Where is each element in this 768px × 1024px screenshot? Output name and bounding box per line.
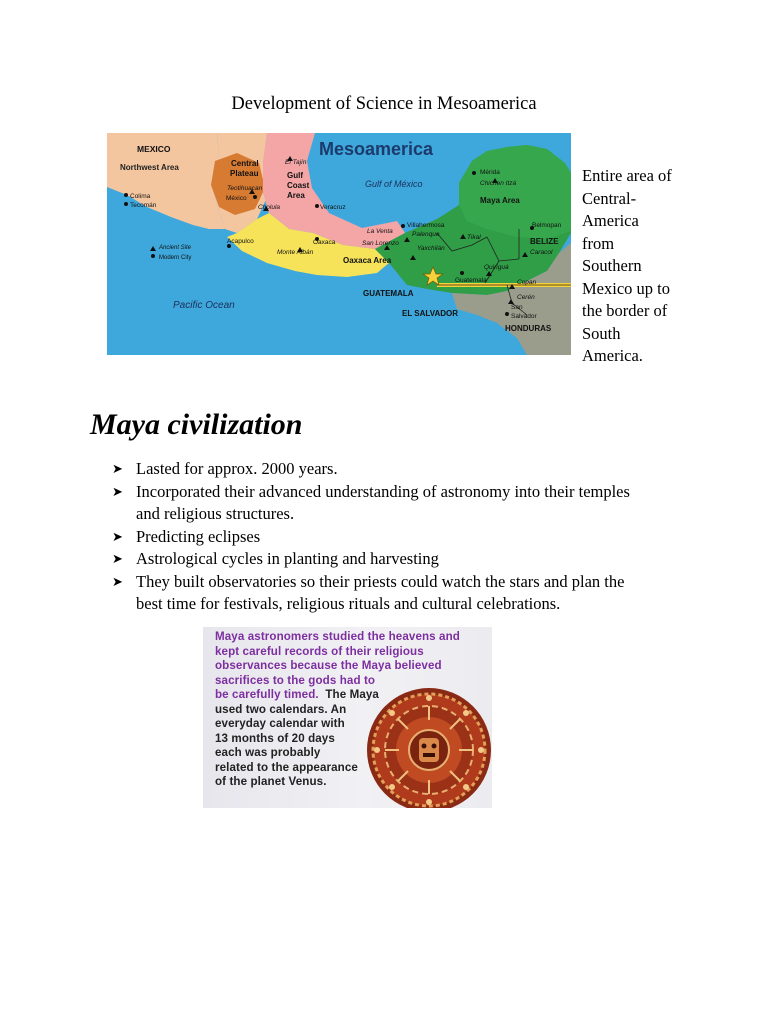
map-site-yaxchilan: Yaxchilán	[417, 245, 445, 252]
map-site-san-salvador-2: Salvador	[511, 313, 537, 320]
info-line-dark-part: The Maya	[318, 688, 379, 701]
arrow-bullet-icon: ➤	[112, 461, 123, 476]
info-line: related to the appearance	[215, 760, 358, 774]
side-note-line: Southern	[582, 256, 642, 275]
arrow-bullet-icon: ➤	[112, 573, 123, 589]
map-site-tikal: Tikal	[467, 234, 481, 241]
map-legend-ancient-site: Ancient Site	[159, 245, 192, 251]
info-line: each was probably	[215, 746, 321, 759]
map-site-villahermosa: Villahermosa	[407, 222, 445, 229]
info-line: used two calendars. An	[215, 702, 347, 716]
info-line-purple-part: be carefully timed.	[215, 688, 319, 701]
map-label-oaxaca-area: Oaxaca Area	[343, 256, 392, 265]
map-site-la-venta: La Venta	[367, 228, 393, 235]
bullet-text: best time for festivals, religious rituals and cultural celebrations.	[136, 594, 561, 613]
page-title: Development of Science in Mesoamerica	[231, 94, 537, 114]
list-item	[112, 548, 672, 571]
side-note-line: from	[582, 233, 615, 253]
map-site-merida: Mérida	[480, 169, 500, 176]
map-site-cholula: Cholula	[258, 204, 281, 211]
map-site-oaxaca: Oaxaca	[313, 239, 336, 246]
map-site-copan: Copan	[517, 279, 537, 286]
map-site-el-tajin: El Tajín	[285, 159, 307, 166]
map-label-central-2: Plateau	[230, 169, 259, 178]
bullet-text: They built observatories so their priests could watch the stars and plan the	[136, 571, 625, 591]
map-site-teotihuacan: Teotihuacan	[227, 185, 263, 192]
map-title: Mesoamerica	[319, 139, 434, 159]
map-label-gulf-coast-1: Gulf	[287, 171, 303, 180]
bullet-text: and religious structures.	[136, 504, 295, 523]
map-site-belmopan: Belmopan	[532, 222, 562, 229]
map-label-honduras: HONDURAS	[505, 324, 552, 333]
side-note-line: the border of	[582, 301, 668, 320]
map-label-belize: BELIZE	[530, 237, 559, 246]
list-item	[112, 526, 672, 549]
bullet-list	[112, 458, 672, 616]
side-note-line: Entire area of	[582, 166, 672, 185]
side-note	[582, 165, 762, 368]
map-site-acapulco: Acapulco	[227, 238, 254, 245]
side-note-line: America	[582, 211, 639, 230]
map-site-chichen-itza: Chichen Itzá	[480, 180, 517, 187]
map-site-palenque: Palenque	[412, 231, 440, 238]
map-label-guatemala: GUATEMALA	[363, 289, 414, 298]
map-site-tecoman: Tecomán	[130, 202, 157, 209]
info-line: 13 months of 20 days	[215, 731, 335, 745]
arrow-bullet-icon: ➤	[112, 528, 123, 544]
info-line: Maya astronomers studied the heavens and	[215, 630, 460, 643]
map-label-gulf-of-mexico: Gulf of México	[365, 179, 423, 189]
info-line: kept careful records of their religious	[215, 644, 424, 658]
bullet-text: Astrological cycles in planting and harvesting	[136, 549, 439, 568]
map-label-mexico: MEXICO	[137, 144, 171, 154]
info-line: sacrifices to the gods had to	[215, 673, 376, 687]
map-label-central-1: Central	[231, 159, 259, 168]
side-note-line: America.	[582, 346, 643, 365]
info-line: of the planet Venus.	[215, 775, 327, 788]
list-item	[112, 481, 672, 526]
arrow-bullet-icon: ➤	[112, 483, 123, 499]
bullet-text: Predicting eclipses	[136, 526, 261, 546]
map-label-maya-area: Maya Area	[480, 196, 520, 205]
bullet-text: Incorporated their advanced understanding of astronomy into their temples	[136, 481, 630, 501]
map-site-colima: Colima	[130, 193, 151, 200]
side-note-line: Central-	[582, 188, 637, 208]
map-label-pacific-ocean: Pacific Ocean	[173, 300, 235, 311]
section-heading: Maya civilization	[90, 408, 303, 441]
map-site-mexico-city: México	[226, 195, 247, 202]
map-site-veracruz: Veracruz	[320, 204, 346, 211]
map-site-san-salvador-1: San	[511, 304, 523, 311]
info-line: observances because the Maya believed	[215, 659, 442, 672]
map-site-san-lorenzo: San Lorenzo	[362, 240, 399, 247]
map-site-ceren: Cerén	[517, 294, 535, 301]
bullet-text: Lasted for approx. 2000 years.	[136, 459, 338, 478]
map-label-el-salvador: EL SALVADOR	[402, 309, 459, 318]
side-note-line: South	[582, 323, 621, 343]
info-line: everyday calendar with	[215, 717, 345, 730]
map-site-caracol: Caracol	[530, 249, 553, 256]
list-item	[112, 571, 672, 616]
map-label-northwest: Northwest Area	[120, 163, 179, 172]
side-note-line: Mexico up to	[582, 278, 670, 298]
aztec-calendar-stone-icon	[367, 688, 493, 814]
map-site-guatemala-city: Guatemala	[455, 277, 487, 284]
mesoamerica-map	[107, 133, 571, 355]
map-site-quirigua: Quiriguá	[484, 264, 509, 271]
map-label-gulf-coast-3: Area	[287, 191, 305, 200]
map-legend-modern-city: Modern City	[159, 255, 192, 261]
arrow-bullet-icon: ➤	[112, 551, 123, 566]
list-item	[112, 458, 672, 481]
map-site-monte-alban: Monte Albán	[277, 249, 314, 256]
map-label-gulf-coast-2: Coast	[287, 181, 310, 190]
